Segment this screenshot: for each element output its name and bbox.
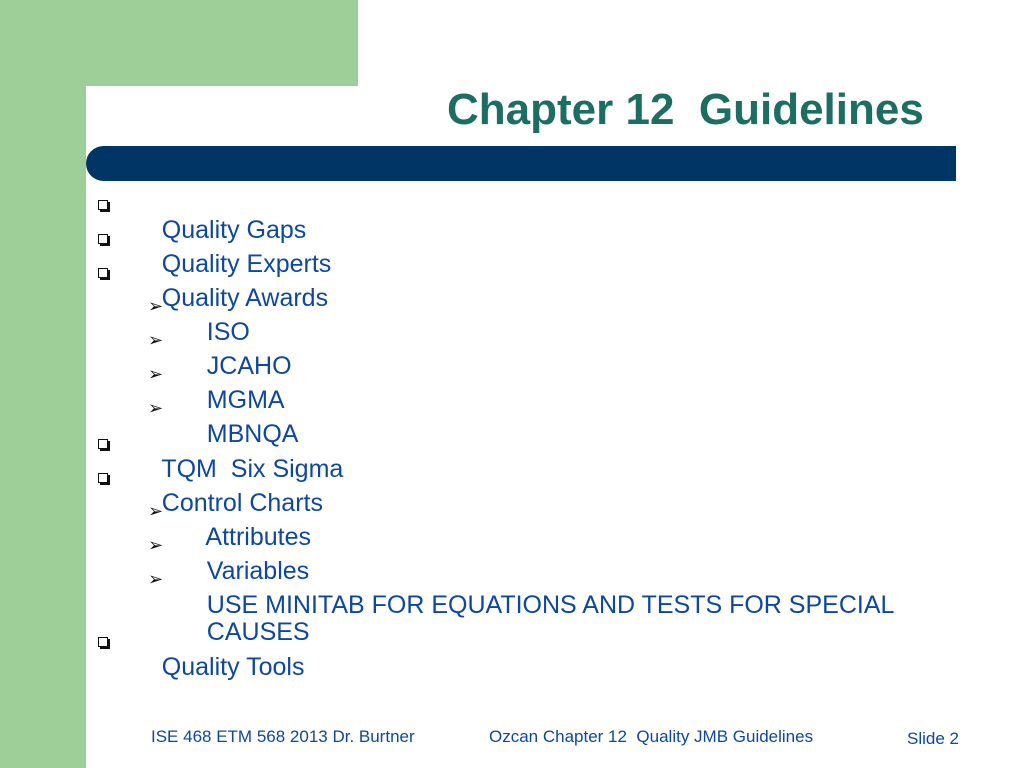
slide-title: Chapter 12 Guidelines xyxy=(447,85,924,134)
list-item-label: USE MINITAB FOR EQUATIONS AND TESTS FOR SPECIAL xyxy=(206,591,895,619)
hollow-square-icon xyxy=(98,200,108,210)
chevron-right-icon: ➢ xyxy=(148,501,164,521)
list-item-label: MGMA xyxy=(206,386,285,414)
list-item-label: JCAHO xyxy=(206,352,292,380)
list-item-label: Attributes xyxy=(205,523,312,551)
chevron-right-icon: ➢ xyxy=(148,364,164,384)
hollow-square-icon xyxy=(98,234,108,244)
list-item-label: Control Charts xyxy=(161,489,323,517)
list-item-label: ISO xyxy=(206,318,250,346)
list-item-label: Quality Experts xyxy=(161,250,332,278)
hollow-square-icon xyxy=(98,637,108,647)
list-item-label: TQM Six Sigma xyxy=(161,455,344,483)
chevron-right-icon: ➢ xyxy=(148,569,164,589)
chevron-right-icon: ➢ xyxy=(148,398,164,418)
hollow-square-icon xyxy=(98,473,108,483)
list-item-label: Variables xyxy=(206,557,310,585)
list-item-label-continuation: CAUSES xyxy=(206,618,310,646)
list-item-label: Quality Gaps xyxy=(161,216,307,244)
footer-course-info: ISE 468 ETM 568 2013 Dr. Burtner xyxy=(151,727,415,746)
chevron-right-icon: ➢ xyxy=(148,296,164,316)
list-item-quality-tools xyxy=(134,628,304,706)
chevron-right-icon: ➢ xyxy=(148,535,164,555)
hollow-square-icon xyxy=(98,268,108,278)
footer-slide-number: Slide 2 xyxy=(907,729,959,748)
footer-chapter-info: Ozcan Chapter 12 Quality JMB Guidelines xyxy=(489,727,814,746)
list-item-label: Quality Tools xyxy=(161,653,305,681)
list-item-label: Quality Awards xyxy=(161,284,329,312)
hollow-square-icon xyxy=(98,439,108,449)
list-item-label: MBNQA xyxy=(206,420,299,448)
chevron-right-icon: ➢ xyxy=(148,330,164,350)
